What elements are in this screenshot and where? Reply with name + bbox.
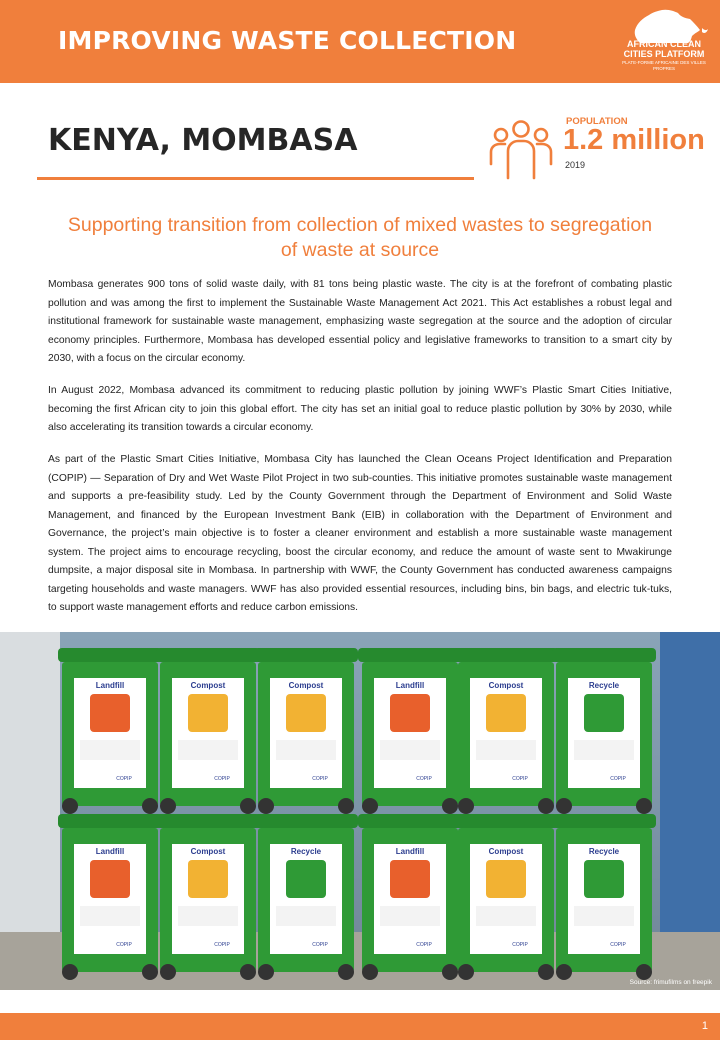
waste-type-icon (390, 694, 430, 732)
bin-label: Landfill (95, 847, 125, 856)
page-title: IMPROVING WASTE COLLECTION (58, 26, 517, 55)
bin-tag: COPIP (214, 942, 230, 948)
bin-tag: COPIP (610, 776, 626, 782)
bin-label: Recycle (290, 847, 322, 856)
waste-type-icon (486, 694, 526, 732)
people-icon (488, 118, 554, 182)
logo-subtext: PLATE-FORME AFRICAINE DES VILLES PROPRES (622, 60, 706, 71)
bin-top-4 (358, 648, 462, 814)
bin-bottom-6 (552, 814, 656, 980)
footer-bar (0, 1013, 720, 1040)
bin-label: Compost (488, 681, 524, 690)
bin-top-6 (552, 648, 656, 814)
waste-type-icon (90, 694, 130, 732)
bin-tag: COPIP (116, 942, 132, 948)
bin-tag: COPIP (416, 776, 432, 782)
waste-bins-photo (0, 632, 720, 990)
bin-label: Compost (190, 847, 226, 856)
bins-illustration (0, 632, 720, 990)
bin-label: Compost (488, 847, 524, 856)
title-divider (37, 177, 474, 180)
waste-type-icon (584, 860, 624, 898)
logo-text: AFRICAN CLEAN CITIES PLATFORM (623, 39, 705, 59)
waste-type-icon (90, 860, 130, 898)
bin-bottom-5 (454, 814, 558, 980)
waste-type-icon (390, 860, 430, 898)
waste-type-icon (188, 694, 228, 732)
bin-tag: COPIP (312, 776, 328, 782)
bin-tag: COPIP (116, 776, 132, 782)
paragraph-2: In August 2022, Mombasa advanced its commitment to reducing plastic pollution by joining WWF’s Plastic Smart Cities Initiative, becoming the first African city to join this global effort. The city has set an initial goal to reduce plastic pollution by 30% by 2030, while also accelerating its transition towards a circular economy. (48, 385, 672, 433)
bin-tag: COPIP (312, 942, 328, 948)
bin-tag: COPIP (416, 942, 432, 948)
bin-bottom-4 (358, 814, 462, 980)
bin-top-2 (156, 648, 260, 814)
bin-label: Recycle (588, 681, 620, 690)
paragraph-1: Mombasa generates 900 tons of solid waste daily, with 81 tons being plastic waste. The city is at the forefront of combating plastic pollution and was among the first to implement the Sustainable Waste Management Act 2021. This Act establishes a robust legal and institutional framework for sustainable waste management, emphasizing waste segregation at the source and the adoption of circular economy principles. Furthermore, Mombasa has developed essential policy and legislative frameworks to transition to a smart city by 2030, with a focus on the circular economy. (48, 279, 672, 364)
waste-type-icon (486, 860, 526, 898)
bin-label: Compost (288, 681, 324, 690)
paragraph-3: As part of the Plastic Smart Cities Initiative, Mombasa City has launched the Clean Oceans Project Identification and Preparation (COPIP) — Separation of Dry and Wet Waste Pilot Project in two sub-counties. This initiative promotes sustainable waste management and supports a pre-feasibility study. Led by the County Government through the Department of Environment and Solid Waste Management, and financed by the European Investment Bank (EIB) in collaboration with the Department of Environment and Governance, the project’s main objective is to foster a cleaner environment and establish a more sustainable waste management system. The project aims to encourage recycling, boost the circular economy, and reduce the amount of waste sent to Mwakirunge dumpsite, a major disposal site in Mombasa. In partnership with WWF, the County Government has conducted awareness campaigns targeting households and waste managers. WWF has also provided essential resources, including bins, bin bags, and electric tuk-tuks, to support waste management efforts and reduce carbon emissions. (48, 454, 672, 613)
bin-top-5 (454, 648, 558, 814)
city-title: KENYA, MOMBASA (48, 123, 358, 158)
bin-bottom-3 (254, 814, 358, 980)
section-subtitle: Supporting transition from collection of mixed wastes to segregation of waste at source (67, 214, 653, 261)
bin-bottom-2 (156, 814, 260, 980)
page-number: 1 (701, 1020, 708, 1032)
bin-tag: COPIP (512, 776, 528, 782)
bin-tag: COPIP (512, 942, 528, 948)
bin-bottom-1 (58, 814, 162, 980)
bin-label: Landfill (395, 847, 425, 856)
bin-top-3 (254, 648, 358, 814)
bin-label: Landfill (95, 681, 125, 690)
population-label: POPULATION (566, 116, 628, 127)
bin-label: Recycle (588, 847, 620, 856)
population-year: 2019 (565, 160, 586, 170)
bin-label: Compost (190, 681, 226, 690)
waste-type-icon (286, 860, 326, 898)
bin-tag: COPIP (214, 776, 230, 782)
waste-type-icon (584, 694, 624, 732)
photo-credit: Source: frimufilms on freepik (629, 979, 712, 986)
bin-tag: COPIP (610, 942, 626, 948)
waste-type-icon (286, 694, 326, 732)
header-bar (0, 0, 720, 83)
bin-top-1 (58, 648, 162, 814)
population-value: 1.2 million (563, 124, 705, 156)
waste-type-icon (188, 860, 228, 898)
bin-label: Landfill (395, 681, 425, 690)
